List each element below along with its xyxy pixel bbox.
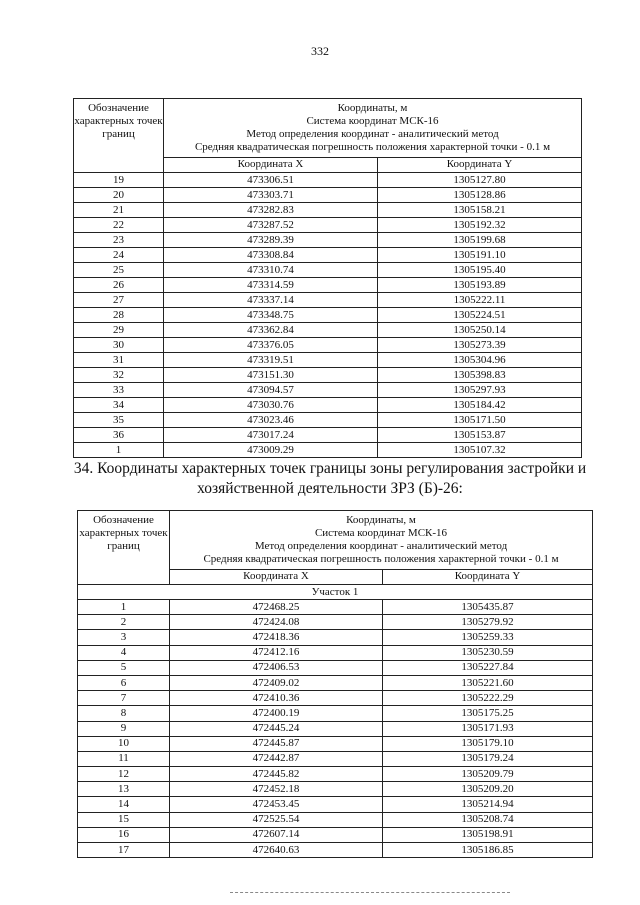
table-row: [74, 173, 582, 188]
table-row: [78, 660, 593, 675]
coordinate-x-cell: 473337.14: [164, 293, 378, 308]
coordinate-x-cell: 473319.51: [164, 353, 378, 368]
coordinate-x-cell: 472412.16: [170, 645, 383, 660]
coordinate-x-cell: 472424.08: [170, 615, 383, 630]
point-number-cell: 14: [78, 797, 170, 812]
coordinate-x-cell: 473094.57: [164, 383, 378, 398]
point-number-cell: 20: [74, 188, 164, 203]
table-row: [74, 278, 582, 293]
point-number-cell: 22: [74, 218, 164, 233]
header-line: Средняя квадратическая погрешность положения характерной точки - 0.1 м: [203, 552, 559, 565]
point-number-cell: 25: [74, 263, 164, 278]
point-number-cell: 16: [78, 827, 170, 842]
point-number-cell: 7: [78, 691, 170, 706]
coordinate-x-cell: 472607.14: [170, 827, 383, 842]
point-number-cell: 12: [78, 767, 170, 782]
coordinate-x-cell: 472640.63: [170, 843, 383, 858]
coordinate-y-cell: 1305259.33: [383, 630, 593, 645]
header-line: Система координат МСК-16: [314, 526, 448, 539]
coordinates-table-2: [77, 510, 593, 858]
point-number-cell: 32: [74, 368, 164, 383]
coordinate-x-cell: 472442.87: [170, 751, 383, 766]
col-x-header: Координата X: [164, 157, 378, 172]
header-line: Координаты, м: [346, 513, 416, 526]
coordinate-x-cell: 473308.84: [164, 248, 378, 263]
coordinates-header: [170, 511, 593, 570]
coordinate-y-cell: 1305222.11: [378, 293, 582, 308]
coordinate-x-cell: 473287.52: [164, 218, 378, 233]
coordinate-x-cell: 472418.36: [170, 630, 383, 645]
coordinate-y-cell: 1305199.68: [378, 233, 582, 248]
coordinate-y-cell: 1305222.29: [383, 691, 593, 706]
coordinate-y-cell: 1305198.91: [383, 827, 593, 842]
coordinate-y-cell: 1305435.87: [383, 600, 593, 615]
table-row: [78, 615, 593, 630]
table-row: [74, 383, 582, 398]
coordinate-y-cell: 1305192.32: [378, 218, 582, 233]
point-number-cell: 13: [78, 782, 170, 797]
table-row: [74, 188, 582, 203]
table-row: [74, 323, 582, 338]
coordinate-x-cell: 473030.76: [164, 398, 378, 413]
coordinate-x-cell: 473282.83: [164, 203, 378, 218]
point-number-cell: 21: [74, 203, 164, 218]
coordinate-x-cell: 473314.59: [164, 278, 378, 293]
table-row: [74, 308, 582, 323]
table-row: [78, 706, 593, 721]
coordinate-x-cell: 473362.84: [164, 323, 378, 338]
table-row: [78, 827, 593, 842]
coordinate-y-cell: 1305398.83: [378, 368, 582, 383]
coordinate-y-cell: 1305153.87: [378, 428, 582, 443]
coordinate-y-cell: 1305214.94: [383, 797, 593, 812]
coordinate-x-cell: 472468.25: [170, 600, 383, 615]
point-number-cell: 2: [78, 615, 170, 630]
coordinate-x-cell: 472445.24: [170, 721, 383, 736]
coordinate-x-cell: 473009.29: [164, 443, 378, 458]
coordinate-y-cell: 1305230.59: [383, 645, 593, 660]
coordinate-y-cell: 1305171.93: [383, 721, 593, 736]
point-number-cell: 10: [78, 736, 170, 751]
point-label-header: Обозначение характерных точек границ: [74, 99, 164, 173]
coordinate-x-cell: 473306.51: [164, 173, 378, 188]
header-line: Метод определения координат - аналитический метод: [246, 127, 499, 140]
point-number-cell: 9: [78, 721, 170, 736]
table-row: [74, 218, 582, 233]
coordinate-y-cell: 1305297.93: [378, 383, 582, 398]
header-line: Средняя квадратическая погрешность положения характерной точки - 0.1 м: [194, 140, 551, 153]
table-row: [74, 338, 582, 353]
point-number-cell: 30: [74, 338, 164, 353]
coordinate-y-cell: 1305107.32: [378, 443, 582, 458]
table-row: [78, 645, 593, 660]
coordinate-y-cell: 1305279.92: [383, 615, 593, 630]
coordinate-y-cell: 1305158.21: [378, 203, 582, 218]
table-row: [78, 600, 593, 615]
point-number-cell: 19: [74, 173, 164, 188]
coordinate-x-cell: 472406.53: [170, 660, 383, 675]
coordinate-x-cell: 472445.82: [170, 767, 383, 782]
coordinate-y-cell: 1305179.24: [383, 751, 593, 766]
coordinate-x-cell: 472445.87: [170, 736, 383, 751]
coordinate-y-cell: 1305304.96: [378, 353, 582, 368]
point-number-cell: 33: [74, 383, 164, 398]
coordinate-y-cell: 1305179.10: [383, 736, 593, 751]
point-number-cell: 8: [78, 706, 170, 721]
point-number-cell: 29: [74, 323, 164, 338]
point-number-cell: 15: [78, 812, 170, 827]
point-number-cell: 23: [74, 233, 164, 248]
point-number-cell: 17: [78, 843, 170, 858]
section-title: [40, 459, 620, 499]
section-title-line: хозяйственной деятельности ЗРЗ (Б)-26:: [197, 480, 463, 497]
coordinate-x-cell: 473023.46: [164, 413, 378, 428]
table-row: [78, 797, 593, 812]
table-row: [74, 293, 582, 308]
table-row: [74, 368, 582, 383]
coordinate-x-cell: 473017.24: [164, 428, 378, 443]
point-number-cell: 24: [74, 248, 164, 263]
coordinate-y-cell: 1305221.60: [383, 675, 593, 690]
table-row: [78, 767, 593, 782]
table-row: [74, 248, 582, 263]
table-row: [74, 413, 582, 428]
point-number-cell: 1: [78, 600, 170, 615]
table-row: [74, 443, 582, 458]
table-row: [74, 233, 582, 248]
subsection-row: Участок 1: [78, 585, 593, 600]
coordinate-y-cell: 1305273.39: [378, 338, 582, 353]
table-row: [78, 721, 593, 736]
table-row: [74, 263, 582, 278]
coordinate-y-cell: 1305184.42: [378, 398, 582, 413]
table-row: [74, 428, 582, 443]
coordinates-table-1: [73, 98, 582, 458]
point-number-cell: 1: [74, 443, 164, 458]
coordinate-x-cell: 473303.71: [164, 188, 378, 203]
coordinates-header: [164, 99, 582, 158]
col-y-header: Координата Y: [383, 569, 593, 584]
table-row: [78, 751, 593, 766]
point-number-cell: 3: [78, 630, 170, 645]
coordinate-y-cell: 1305171.50: [378, 413, 582, 428]
coordinate-y-cell: 1305209.79: [383, 767, 593, 782]
coordinate-y-cell: 1305175.25: [383, 706, 593, 721]
coordinate-x-cell: 473151.30: [164, 368, 378, 383]
point-number-cell: 34: [74, 398, 164, 413]
point-number-cell: 36: [74, 428, 164, 443]
coordinate-y-cell: 1305195.40: [378, 263, 582, 278]
table-row: [78, 812, 593, 827]
page-number: 332: [311, 44, 329, 58]
coordinate-y-cell: 1305224.51: [378, 308, 582, 323]
coordinate-y-cell: 1305209.20: [383, 782, 593, 797]
coordinate-y-cell: 1305186.85: [383, 843, 593, 858]
col-y-header: Координата Y: [378, 157, 582, 172]
point-number-cell: 35: [74, 413, 164, 428]
coordinate-x-cell: 473310.74: [164, 263, 378, 278]
header-line: Метод определения координат - аналитический метод: [254, 539, 508, 552]
point-number-cell: 27: [74, 293, 164, 308]
point-number-cell: 26: [74, 278, 164, 293]
coordinate-x-cell: 472452.18: [170, 782, 383, 797]
coordinate-x-cell: 472453.45: [170, 797, 383, 812]
coordinate-y-cell: 1305128.86: [378, 188, 582, 203]
coordinate-x-cell: 472410.36: [170, 691, 383, 706]
col-x-header: Координата X: [170, 569, 383, 584]
section-title-line: 34. Координаты характерных точек границы зоны регулирования застройки и: [73, 460, 587, 477]
header-line: Система координат МСК-16: [306, 114, 439, 127]
coordinate-y-cell: 1305208.74: [383, 812, 593, 827]
coordinate-y-cell: 1305193.89: [378, 278, 582, 293]
coordinate-x-cell: 472525.54: [170, 812, 383, 827]
coordinate-y-cell: 1305227.84: [383, 660, 593, 675]
coordinate-y-cell: 1305191.10: [378, 248, 582, 263]
table-row: [78, 630, 593, 645]
coordinate-x-cell: 472400.19: [170, 706, 383, 721]
coordinate-x-cell: 472409.02: [170, 675, 383, 690]
table-row: [78, 782, 593, 797]
header-line: Координаты, м: [337, 101, 408, 114]
point-label-header: Обозначение характерных точек границ: [78, 511, 170, 585]
table-row: [74, 398, 582, 413]
point-number-cell: 31: [74, 353, 164, 368]
coordinate-x-cell: 473348.75: [164, 308, 378, 323]
coordinate-y-cell: 1305250.14: [378, 323, 582, 338]
point-number-cell: 6: [78, 675, 170, 690]
table-row: [78, 691, 593, 706]
table-row: [74, 353, 582, 368]
point-number-cell: 28: [74, 308, 164, 323]
table-row: [78, 736, 593, 751]
table-row: [78, 675, 593, 690]
page-bottom-divider: [230, 892, 510, 893]
point-number-cell: 11: [78, 751, 170, 766]
table-row: [74, 203, 582, 218]
coordinate-x-cell: 473376.05: [164, 338, 378, 353]
coordinate-x-cell: 473289.39: [164, 233, 378, 248]
point-number-cell: 4: [78, 645, 170, 660]
table-row: [78, 843, 593, 858]
coordinate-y-cell: 1305127.80: [378, 173, 582, 188]
point-number-cell: 5: [78, 660, 170, 675]
